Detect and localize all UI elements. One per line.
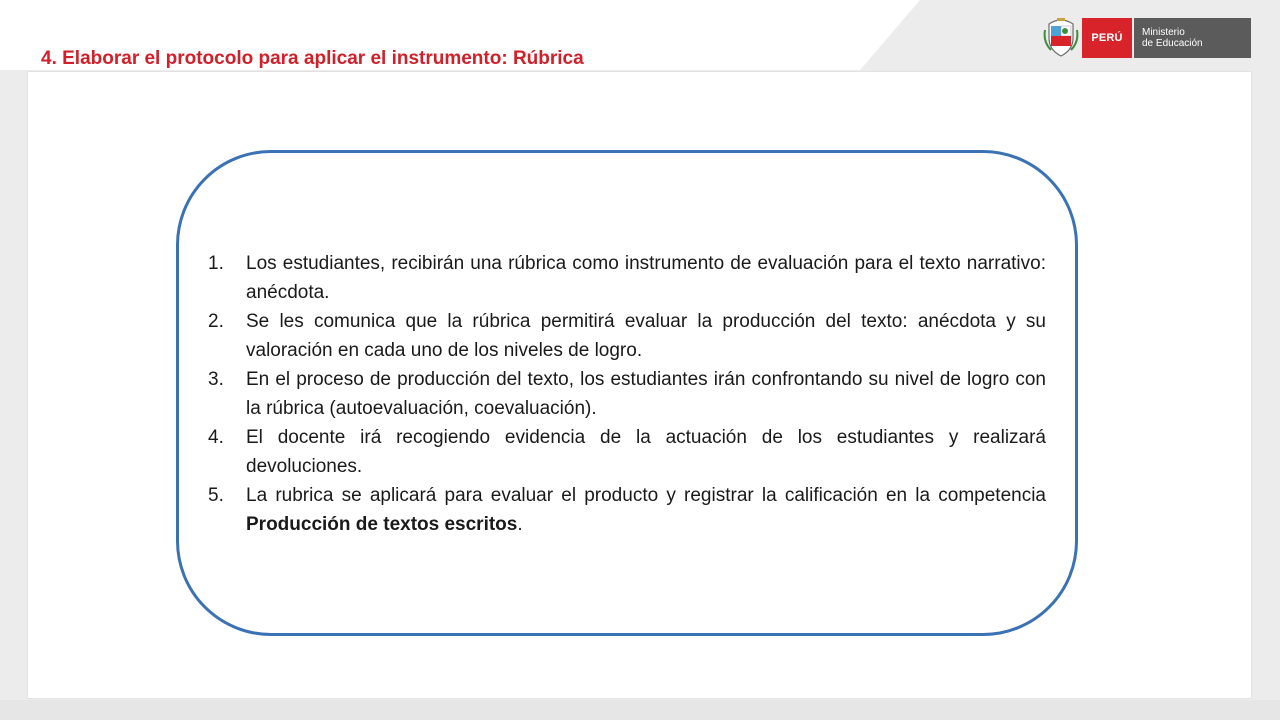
slide-title: 4. Elaborar el protocolo para aplicar el instrumento: Rúbrica bbox=[41, 48, 584, 69]
list-item-text: La rubrica se aplicará para evaluar el producto y registrar la calificación en la competencia bbox=[246, 485, 1046, 506]
list-item bbox=[208, 481, 1046, 539]
ministry-line-1: Ministerio bbox=[1142, 27, 1185, 38]
ministry-line-2: de Educación bbox=[1142, 38, 1203, 49]
list-item-text: El docente irá recogiendo evidencia de la actuación de los estudiantes y realizará devoluciones. bbox=[246, 427, 1046, 477]
list-item bbox=[208, 365, 1046, 423]
list-item-text: En el proceso de producción del texto, los estudiantes irán confrontando su nivel de logro con la rúbrica (autoevaluación, coevaluación). bbox=[246, 369, 1046, 419]
peru-badge: PERÚ bbox=[1082, 18, 1132, 58]
minedu-logo bbox=[1043, 16, 1251, 60]
list-item-number: 1. bbox=[208, 253, 224, 274]
protocol-list bbox=[208, 249, 1046, 539]
competency-name: Producción de textos escritos bbox=[246, 514, 518, 535]
list-item-number: 5. bbox=[208, 485, 224, 506]
list-item bbox=[208, 307, 1046, 365]
list-item-suffix: . bbox=[517, 514, 523, 535]
list-item-text: Los estudiantes, recibirán una rúbrica como instrumento de evaluación para el texto narrativo: anécdota. bbox=[246, 253, 1046, 303]
peru-coat-of-arms-icon bbox=[1043, 16, 1079, 58]
list-item bbox=[208, 249, 1046, 307]
list-item-number: 3. bbox=[208, 369, 224, 390]
ministry-badge bbox=[1134, 18, 1251, 58]
list-item bbox=[208, 423, 1046, 481]
list-item-number: 4. bbox=[208, 427, 224, 448]
list-item-text: Se les comunica que la rúbrica permitirá evaluar la producción del texto: anécdota y su valoración en cada uno de los niveles de logro. bbox=[246, 311, 1046, 361]
list-item-number: 2. bbox=[208, 311, 224, 332]
